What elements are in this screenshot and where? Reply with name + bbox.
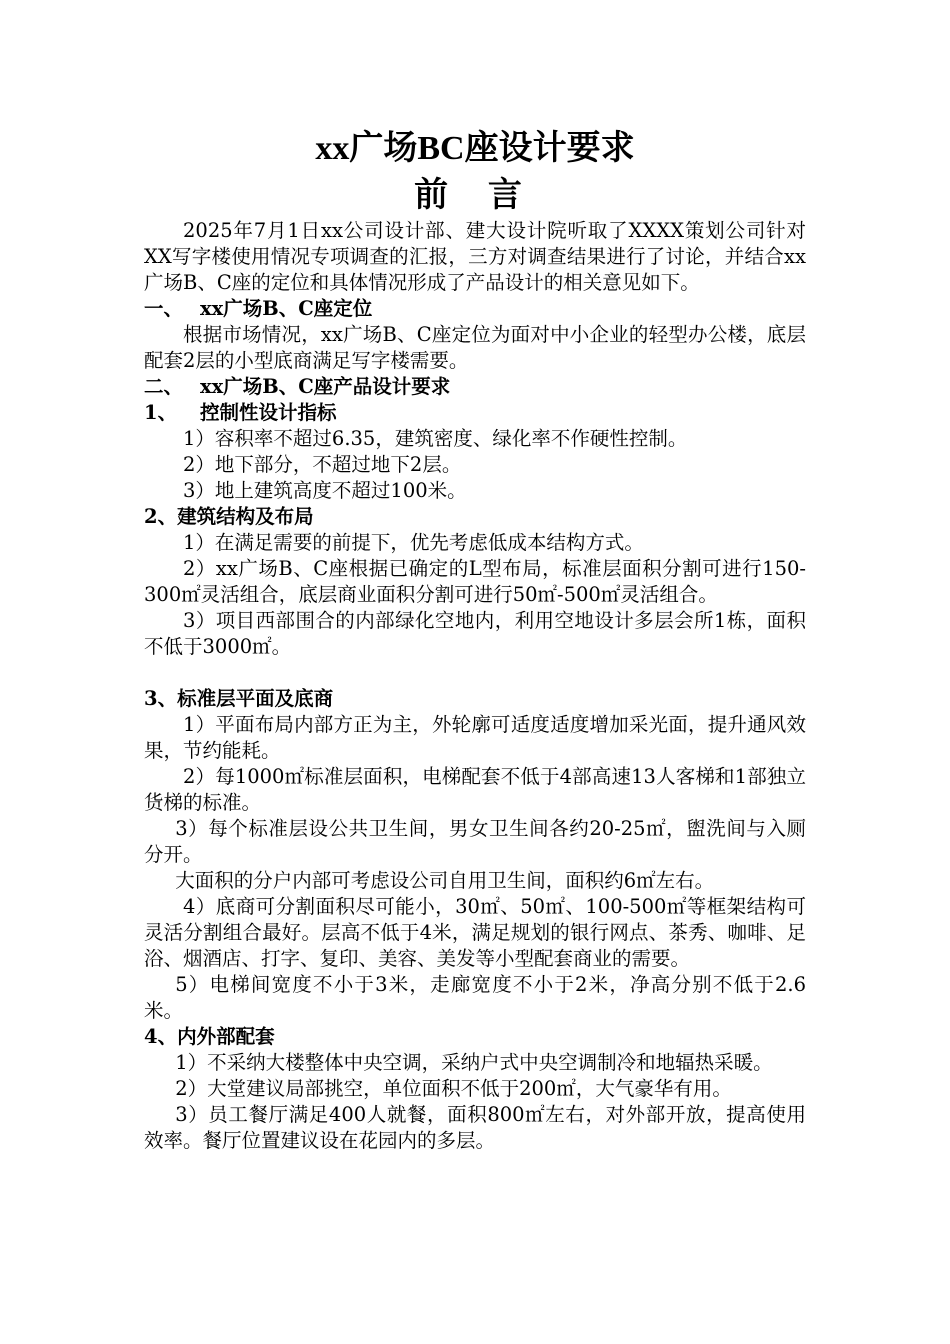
subsection-3-heading: 3、标准层平面及底商	[144, 687, 334, 710]
intro-paragraph: 2025年7月1日xx公司设计部、建大设计院听取了XXXX策划公司针对XX写字楼使用情况专项调查的汇报，三方对调查结果进行了讨论，并结合xx广场B、C座的定位和具体情况形成了产品设计的相关意见如下。	[144, 219, 806, 294]
section-2-heading	[144, 374, 806, 400]
subsection-1-item: 2）地下部分，不超过地下2层。	[183, 453, 462, 476]
section-1-number: 一、	[144, 297, 184, 320]
subsection-3-item: 5）电梯间宽度不小于3米，走廊宽度不小于2米，净高分别不低于2.6米。	[144, 973, 806, 1022]
subsection-4-item: 1）不采纳大楼整体中央空调，采纳户式中央空调制冷和地辐热采暖。	[175, 1051, 773, 1074]
document-title: xx广场BC座设计要求	[315, 130, 635, 167]
blank-line	[144, 660, 806, 686]
subsection-2-heading: 2、建筑结构及布局	[144, 505, 314, 528]
subsection-1-item: 1）容积率不超过6.35，建筑密度、绿化率不作硬性控制。	[183, 427, 688, 450]
subsection-1-item: 3）地上建筑高度不超过100米。	[183, 479, 467, 502]
subsection-1-title: 控制性设计指标	[200, 401, 337, 424]
subsection-4-heading: 4、内外部配套	[144, 1025, 275, 1048]
subsection-2-item: 3）项目西部围合的内部绿化空地内，利用空地设计多层会所1栋，面积不低于3000㎡。	[144, 609, 806, 658]
subsection-4-item: 3）员工餐厅满足400人就餐，面积800㎡左右，对外部开放，提高使用效率。餐厅位置建议设在花园内的多层。	[144, 1103, 806, 1152]
subsection-3-item: 3）每个标准层设公共卫生间，男女卫生间各约20-25㎡，盥洗间与入厕分开。	[144, 817, 806, 866]
subsection-3-item: 1）平面布局内部方正为主，外轮廓可适度适度增加采光面，提升通风效果，节约能耗。	[144, 713, 806, 762]
subsection-3-item: 4）底商可分割面积尽可能小，30㎡、50㎡、100-500㎡等框架结构可灵活分割组合最好。层高不低于4米，满足规划的银行网点、茶秀、咖啡、足浴、烟酒店、打字、复印、美容、美发等小型配套商业的需要。	[144, 895, 806, 970]
document-subtitle: 前 言	[414, 175, 536, 215]
section-2-title: xx广场B、C座产品设计要求	[200, 375, 451, 398]
subsection-1-number: 1、	[144, 401, 178, 424]
section-2-number: 二、	[144, 375, 184, 398]
section-1-title: xx广场B、C座定位	[200, 297, 373, 320]
section-1-body: 根据市场情况，xx广场B、C座定位为面对中小企业的轻型办公楼，底层配套2层的小型底商满足写字楼需要。	[144, 323, 806, 372]
subsection-2-item: 1）在满足需要的前提下，优先考虑低成本结构方式。	[183, 531, 644, 554]
subsection-3-item: 大面积的分户内部可考虑设公司自用卫生间，面积约6㎡左右。	[175, 869, 715, 892]
subsection-4-item: 2）大堂建议局部挑空，单位面积不低于200㎡，大气豪华有用。	[175, 1077, 732, 1100]
subsection-2-item: 2）xx广场B、C座根据已确定的L型布局，标准层面积分割可进行150-300㎡灵活组合，底层商业面积分割可进行50㎡-500㎡灵活组合。	[144, 557, 806, 606]
section-1-heading	[144, 296, 806, 322]
subsection-3-item: 2）每1000㎡标准层面积，电梯配套不低于4部高速13人客梯和1部独立货梯的标准。	[144, 765, 806, 814]
subsection-1-heading	[144, 400, 806, 426]
